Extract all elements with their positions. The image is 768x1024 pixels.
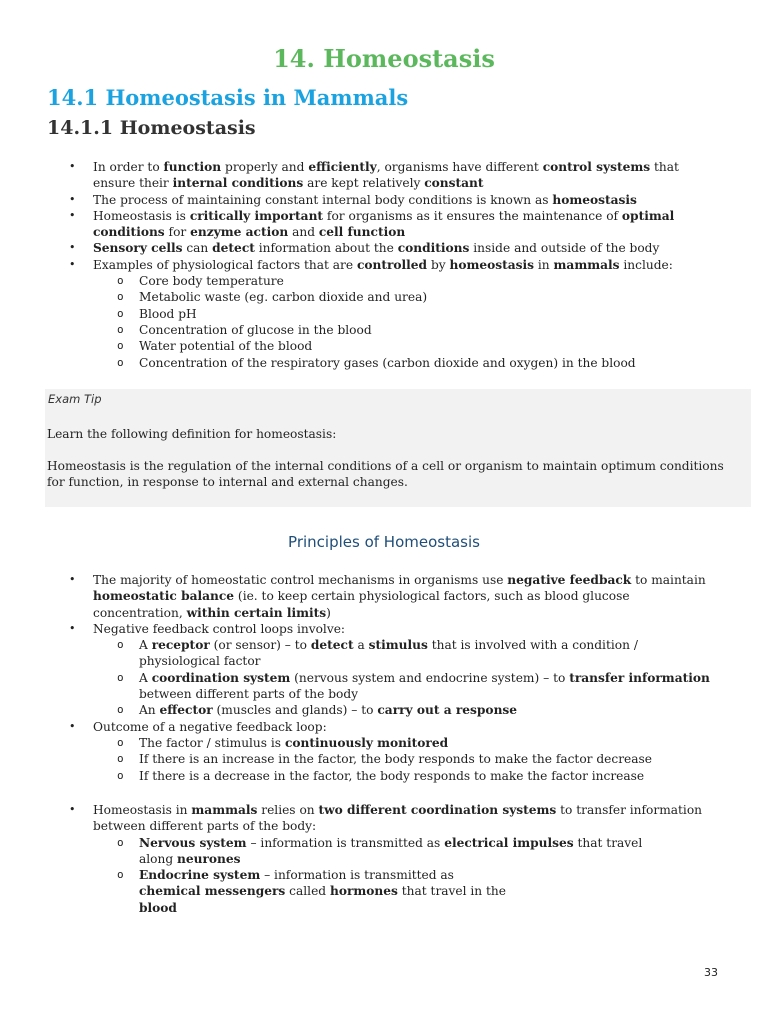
sub-list-item: o Concentration of glucose in the blood	[93, 322, 717, 338]
exam-tip-title: Exam Tip	[48, 392, 102, 406]
sub-list-item: o A coordination system (nervous system and endocrine system) – to transfer information between different parts of the body	[93, 670, 717, 703]
page-number: 33	[704, 966, 718, 979]
page-title: 14. Homeostasis	[273, 44, 495, 73]
sub-list-item: o The factor / stimulus is continuously monitored	[93, 735, 717, 751]
sub-list-item: o A receptor (or sensor) – to detect a stimulus that is involved with a condition / physiological factor	[93, 637, 717, 670]
sub-list-item: o Nervous system – information is transmitted as electrical impulses that travel along neurones	[93, 835, 717, 868]
sub-list-item: o Concentration of the respiratory gases (carbon dioxide and oxygen) in the blood	[93, 355, 717, 371]
sub-list-item: o Metabolic waste (eg. carbon dioxide and urea)	[93, 289, 717, 305]
subsection-heading: 14.1.1 Homeostasis	[47, 117, 256, 139]
feedback-components-sublist	[93, 637, 717, 718]
sub-list-item: o Core body temperature	[93, 273, 717, 289]
section-heading: 14.1 Homeostasis in Mammals	[47, 85, 409, 110]
sub-list-item: o If there is a decrease in the factor, the body responds to make the factor increase	[93, 768, 717, 784]
exam-tip-definition: Homeostasis is the regulation of the internal conditions of a cell or organism to maintain optimum conditions for function, in response to internal and external changes.	[47, 459, 724, 490]
sub-list-item: o Blood pH	[93, 306, 717, 322]
list-item: • The majority of homeostatic control mechanisms in organisms use negative feedback to maintain homeostatic balance (ie. to keep certain physiological factors, such as blood glucose concentration, within certain limits)	[47, 572, 717, 621]
principles-heading: Principles of Homeostasis	[288, 533, 480, 551]
exam-tip-box	[45, 389, 751, 507]
list-item: • Negative feedback control loops involve: o A receptor (or sensor) – to detect a stimulus that is involved with a condition / physiological factor o A coordination system (nervous system and endocrine system) – to transfer information between different parts of the body o An effector (muscles and glands) – to carry out a response	[47, 621, 717, 719]
list-item: • Examples of physiological factors that are controlled by homeostasis in mammals include: o Core body temperature o Metabolic waste (eg. carbon dioxide and urea) o Blood pH o Concentration of glucose in the blood o Water potential of the blood o Concentration of the respiratory gases (carbon dioxide and oxygen) in the blood	[47, 257, 717, 371]
list-item: • Outcome of a negative feedback loop: o The factor / stimulus is continuously monitored o If there is an increase in the factor, the body responds to make the factor decrease o If there is a decrease in the factor, the body responds to make the factor increase	[47, 719, 717, 784]
sub-list-item: o If there is an increase in the factor, the body responds to make the factor decrease	[93, 751, 717, 767]
feedback-outcome-sublist	[93, 735, 717, 784]
list-item: • Homeostasis in mammals relies on two different coordination systems to transfer information between different parts of the body: o Nervous system – information is transmitted as electrical impulses that travel along neurones o Endocrine system – information is transmitted as chemical messengers called hormones that travel in the blood	[47, 802, 717, 916]
list-item: • Homeostasis is critically important for organisms as it ensures the maintenance of optimal conditions for enzyme action and cell function	[47, 208, 717, 241]
coordination-systems-sublist	[93, 835, 717, 916]
list-item: • Sensory cells can detect information about the conditions inside and outside of the body	[47, 240, 717, 256]
list-item: • The process of maintaining constant internal body conditions is known as homeostasis	[47, 192, 717, 208]
sub-list-item: o An effector (muscles and glands) – to carry out a response	[93, 702, 717, 718]
principles-bullet-list	[47, 572, 717, 784]
sub-list-item: o Endocrine system – information is transmitted as chemical messengers called hormones that travel in the blood	[93, 867, 717, 916]
factors-sublist	[93, 273, 717, 371]
sub-list-item: o Water potential of the blood	[93, 338, 717, 354]
coordination-bullet-list	[47, 802, 717, 916]
list-item: • In order to function properly and efficiently, organisms have different control systems that ensure their internal conditions are kept relatively constant	[47, 159, 717, 192]
homeostasis-bullet-list	[47, 159, 717, 371]
exam-tip-instruction: Learn the following definition for homeostasis:	[47, 427, 337, 441]
